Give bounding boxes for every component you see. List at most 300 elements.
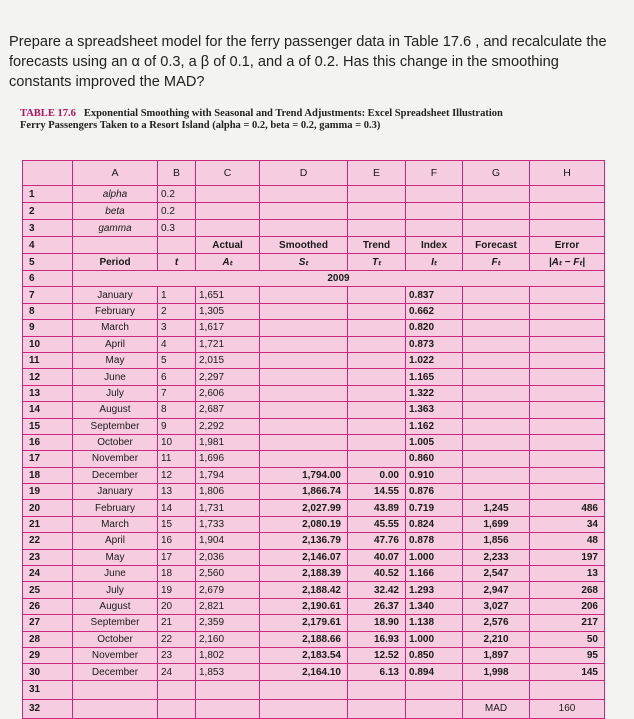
smoothed-cell[interactable] bbox=[260, 303, 348, 319]
cell[interactable] bbox=[348, 186, 406, 203]
row-number[interactable]: 31 bbox=[23, 680, 73, 699]
t-cell[interactable]: 10 bbox=[158, 434, 196, 450]
forecast-cell[interactable] bbox=[463, 467, 530, 483]
actual-cell[interactable]: 1,651 bbox=[196, 287, 260, 303]
table-row bbox=[23, 598, 605, 614]
cell[interactable] bbox=[196, 220, 260, 237]
forecast-cell[interactable] bbox=[463, 484, 530, 500]
period-cell[interactable]: December bbox=[73, 664, 158, 680]
period-cell[interactable]: June bbox=[73, 566, 158, 582]
smoothed-cell[interactable] bbox=[260, 320, 348, 336]
header-symbol[interactable]: Iₜ bbox=[406, 254, 463, 271]
smoothed-cell[interactable]: 2,164.10 bbox=[260, 664, 348, 680]
index-cell[interactable]: 0.894 bbox=[406, 664, 463, 680]
table-row bbox=[23, 549, 605, 565]
period-cell[interactable]: February bbox=[73, 500, 158, 516]
actual-cell[interactable]: 1,904 bbox=[196, 533, 260, 549]
index-cell[interactable]: 1.022 bbox=[406, 352, 463, 368]
smoothed-cell[interactable] bbox=[260, 287, 348, 303]
row-number[interactable]: 28 bbox=[23, 631, 73, 647]
column-header[interactable]: D bbox=[260, 161, 348, 186]
row-number[interactable]: 15 bbox=[23, 418, 73, 434]
smoothed-cell[interactable] bbox=[260, 434, 348, 450]
header-symbol[interactable]: Aₜ bbox=[196, 254, 260, 271]
cell[interactable] bbox=[196, 186, 260, 203]
header-t[interactable]: t bbox=[158, 254, 196, 271]
cell[interactable] bbox=[73, 237, 158, 254]
row-number[interactable]: 23 bbox=[23, 549, 73, 565]
t-cell[interactable] bbox=[158, 699, 196, 718]
actual-cell[interactable]: 1,853 bbox=[196, 664, 260, 680]
cell[interactable] bbox=[530, 220, 605, 237]
forecast-cell[interactable] bbox=[463, 303, 530, 319]
forecast-cell[interactable]: 1,245 bbox=[463, 500, 530, 516]
smoothed-cell[interactable]: 2,188.66 bbox=[260, 631, 348, 647]
error-cell[interactable]: 160 bbox=[530, 699, 605, 718]
error-cell[interactable] bbox=[530, 418, 605, 434]
forecast-cell[interactable]: 2,547 bbox=[463, 566, 530, 582]
trend-cell[interactable] bbox=[348, 287, 406, 303]
period-cell[interactable]: July bbox=[73, 582, 158, 598]
trend-cell[interactable] bbox=[348, 303, 406, 319]
index-cell[interactable]: 0.850 bbox=[406, 647, 463, 663]
row-number[interactable]: 11 bbox=[23, 352, 73, 368]
error-cell[interactable]: 268 bbox=[530, 582, 605, 598]
forecast-cell[interactable]: 1,856 bbox=[463, 533, 530, 549]
trend-cell[interactable]: 40.52 bbox=[348, 566, 406, 582]
forecast-cell[interactable] bbox=[463, 336, 530, 352]
t-cell[interactable]: 21 bbox=[158, 615, 196, 631]
column-header[interactable]: E bbox=[348, 161, 406, 186]
error-cell[interactable]: 197 bbox=[530, 549, 605, 565]
period-cell[interactable]: October bbox=[73, 434, 158, 450]
row-number[interactable]: 20 bbox=[23, 500, 73, 516]
t-cell[interactable] bbox=[158, 680, 196, 699]
error-cell[interactable] bbox=[530, 680, 605, 699]
table-row bbox=[23, 631, 605, 647]
row-number[interactable]: 26 bbox=[23, 598, 73, 614]
cell[interactable] bbox=[260, 220, 348, 237]
trend-cell[interactable] bbox=[348, 336, 406, 352]
param-name[interactable]: alpha bbox=[73, 186, 158, 203]
actual-cell[interactable]: 2,359 bbox=[196, 615, 260, 631]
index-cell[interactable]: 1.165 bbox=[406, 369, 463, 385]
index-cell[interactable]: 1.363 bbox=[406, 402, 463, 418]
t-cell[interactable]: 24 bbox=[158, 664, 196, 680]
cell[interactable] bbox=[260, 186, 348, 203]
forecast-cell[interactable] bbox=[463, 402, 530, 418]
actual-cell[interactable]: 2,297 bbox=[196, 369, 260, 385]
error-cell[interactable]: 48 bbox=[530, 533, 605, 549]
period-cell[interactable]: January bbox=[73, 287, 158, 303]
row-number[interactable]: 5 bbox=[23, 254, 73, 271]
error-cell[interactable]: 13 bbox=[530, 566, 605, 582]
period-cell[interactable]: March bbox=[73, 516, 158, 532]
period-cell[interactable]: April bbox=[73, 533, 158, 549]
cell[interactable] bbox=[463, 203, 530, 220]
actual-cell[interactable]: 1,802 bbox=[196, 647, 260, 663]
t-cell[interactable]: 9 bbox=[158, 418, 196, 434]
trend-cell[interactable]: 14.55 bbox=[348, 484, 406, 500]
header-symbol[interactable]: Fₜ bbox=[463, 254, 530, 271]
t-cell[interactable]: 12 bbox=[158, 467, 196, 483]
header-error[interactable]: Error bbox=[530, 237, 605, 254]
error-cell[interactable] bbox=[530, 320, 605, 336]
actual-cell[interactable]: 1,981 bbox=[196, 434, 260, 450]
index-cell[interactable]: 0.873 bbox=[406, 336, 463, 352]
trend-cell[interactable]: 26.37 bbox=[348, 598, 406, 614]
row-number[interactable]: 17 bbox=[23, 451, 73, 467]
actual-cell[interactable]: 2,679 bbox=[196, 582, 260, 598]
smoothed-cell[interactable] bbox=[260, 385, 348, 401]
index-cell[interactable]: 1.293 bbox=[406, 582, 463, 598]
param-value[interactable]: 0.2 bbox=[158, 203, 196, 220]
t-cell[interactable]: 22 bbox=[158, 631, 196, 647]
trend-cell[interactable] bbox=[348, 680, 406, 699]
table-row bbox=[23, 287, 605, 303]
smoothed-cell[interactable] bbox=[260, 699, 348, 718]
error-cell[interactable] bbox=[530, 434, 605, 450]
cell[interactable] bbox=[158, 237, 196, 254]
actual-cell[interactable]: 2,687 bbox=[196, 402, 260, 418]
forecast-cell[interactable]: 1,699 bbox=[463, 516, 530, 532]
smoothed-cell[interactable]: 2,190.61 bbox=[260, 598, 348, 614]
index-cell[interactable]: 0.860 bbox=[406, 451, 463, 467]
error-cell[interactable] bbox=[530, 402, 605, 418]
cell[interactable] bbox=[348, 203, 406, 220]
row-number[interactable]: 1 bbox=[23, 186, 73, 203]
smoothed-cell[interactable] bbox=[260, 352, 348, 368]
t-cell[interactable]: 5 bbox=[158, 352, 196, 368]
index-cell[interactable]: 1.000 bbox=[406, 549, 463, 565]
row-number[interactable]: 18 bbox=[23, 467, 73, 483]
trend-cell[interactable]: 45.55 bbox=[348, 516, 406, 532]
row-number[interactable]: 4 bbox=[23, 237, 73, 254]
period-cell[interactable]: February bbox=[73, 303, 158, 319]
forecast-cell[interactable]: MAD bbox=[463, 699, 530, 718]
trend-cell[interactable] bbox=[348, 402, 406, 418]
index-cell[interactable] bbox=[406, 680, 463, 699]
smoothed-cell[interactable]: 2,188.42 bbox=[260, 582, 348, 598]
forecast-cell[interactable]: 3,027 bbox=[463, 598, 530, 614]
param-name[interactable]: gamma bbox=[73, 220, 158, 237]
param-name[interactable]: beta bbox=[73, 203, 158, 220]
period-cell[interactable]: May bbox=[73, 352, 158, 368]
period-cell[interactable]: August bbox=[73, 598, 158, 614]
cell[interactable] bbox=[530, 186, 605, 203]
period-cell[interactable]: November bbox=[73, 451, 158, 467]
period-cell[interactable]: March bbox=[73, 320, 158, 336]
trend-cell[interactable]: 40.07 bbox=[348, 549, 406, 565]
header-row-5 bbox=[23, 254, 605, 271]
forecast-cell[interactable]: 2,576 bbox=[463, 615, 530, 631]
actual-cell[interactable]: 2,606 bbox=[196, 385, 260, 401]
t-cell[interactable]: 14 bbox=[158, 500, 196, 516]
cell[interactable] bbox=[260, 203, 348, 220]
error-cell[interactable] bbox=[530, 287, 605, 303]
cell[interactable] bbox=[406, 220, 463, 237]
t-cell[interactable]: 20 bbox=[158, 598, 196, 614]
spreadsheet bbox=[22, 160, 605, 719]
actual-cell[interactable]: 1,696 bbox=[196, 451, 260, 467]
t-cell[interactable]: 15 bbox=[158, 516, 196, 532]
smoothed-cell[interactable] bbox=[260, 680, 348, 699]
header-forecast[interactable]: Forecast bbox=[463, 237, 530, 254]
row-number[interactable]: 6 bbox=[23, 271, 73, 287]
row-number[interactable]: 19 bbox=[23, 484, 73, 500]
actual-cell[interactable]: 1,733 bbox=[196, 516, 260, 532]
period-cell[interactable]: September bbox=[73, 615, 158, 631]
year-label[interactable]: 2009 bbox=[73, 271, 605, 287]
trend-cell[interactable]: 47.76 bbox=[348, 533, 406, 549]
row-number[interactable]: 27 bbox=[23, 615, 73, 631]
header-symbol[interactable]: |Aₜ − Fₜ| bbox=[530, 254, 605, 271]
index-cell[interactable]: 1.322 bbox=[406, 385, 463, 401]
cell[interactable] bbox=[348, 220, 406, 237]
cell[interactable] bbox=[406, 203, 463, 220]
row-number[interactable]: 29 bbox=[23, 647, 73, 663]
forecast-cell[interactable] bbox=[463, 320, 530, 336]
forecast-cell[interactable] bbox=[463, 418, 530, 434]
row-number[interactable]: 30 bbox=[23, 664, 73, 680]
error-cell[interactable] bbox=[530, 451, 605, 467]
forecast-cell[interactable]: 1,897 bbox=[463, 647, 530, 663]
actual-cell[interactable]: 2,015 bbox=[196, 352, 260, 368]
actual-cell[interactable]: 2,292 bbox=[196, 418, 260, 434]
smoothed-cell[interactable]: 2,183.54 bbox=[260, 647, 348, 663]
index-cell[interactable]: 0.662 bbox=[406, 303, 463, 319]
row-number[interactable]: 12 bbox=[23, 369, 73, 385]
forecast-cell[interactable]: 2,947 bbox=[463, 582, 530, 598]
t-cell[interactable]: 7 bbox=[158, 385, 196, 401]
trend-cell[interactable]: 43.89 bbox=[348, 500, 406, 516]
trend-cell[interactable] bbox=[348, 418, 406, 434]
trend-cell[interactable] bbox=[348, 451, 406, 467]
forecast-cell[interactable] bbox=[463, 369, 530, 385]
table-row bbox=[23, 664, 605, 680]
error-cell[interactable]: 34 bbox=[530, 516, 605, 532]
t-cell[interactable]: 16 bbox=[158, 533, 196, 549]
row-number[interactable]: 24 bbox=[23, 566, 73, 582]
smoothed-cell[interactable] bbox=[260, 418, 348, 434]
trend-cell[interactable] bbox=[348, 699, 406, 718]
error-cell[interactable]: 145 bbox=[530, 664, 605, 680]
cell[interactable] bbox=[530, 203, 605, 220]
table-title bbox=[20, 108, 503, 132]
error-cell[interactable] bbox=[530, 352, 605, 368]
period-cell[interactable]: October bbox=[73, 631, 158, 647]
actual-cell[interactable] bbox=[196, 680, 260, 699]
trend-cell[interactable]: 0.00 bbox=[348, 467, 406, 483]
forecast-cell[interactable]: 2,210 bbox=[463, 631, 530, 647]
trend-cell[interactable]: 12.52 bbox=[348, 647, 406, 663]
trend-cell[interactable] bbox=[348, 434, 406, 450]
error-cell[interactable] bbox=[530, 336, 605, 352]
error-cell[interactable]: 95 bbox=[530, 647, 605, 663]
header-symbol[interactable]: Tₜ bbox=[348, 254, 406, 271]
actual-cell[interactable] bbox=[196, 699, 260, 718]
header-period[interactable]: Period bbox=[73, 254, 158, 271]
index-cell[interactable]: 1.166 bbox=[406, 566, 463, 582]
t-cell[interactable]: 11 bbox=[158, 451, 196, 467]
forecast-cell[interactable] bbox=[463, 680, 530, 699]
actual-cell[interactable]: 2,160 bbox=[196, 631, 260, 647]
row-number[interactable]: 3 bbox=[23, 220, 73, 237]
period-cell[interactable] bbox=[73, 699, 158, 718]
forecast-cell[interactable] bbox=[463, 352, 530, 368]
period-cell[interactable] bbox=[73, 680, 158, 699]
trend-cell[interactable]: 6.13 bbox=[348, 664, 406, 680]
t-cell[interactable]: 4 bbox=[158, 336, 196, 352]
row-number[interactable]: 2 bbox=[23, 203, 73, 220]
smoothed-cell[interactable]: 2,179.61 bbox=[260, 615, 348, 631]
row-number[interactable]: 21 bbox=[23, 516, 73, 532]
header-row-4 bbox=[23, 237, 605, 254]
error-cell[interactable]: 206 bbox=[530, 598, 605, 614]
forecast-cell[interactable] bbox=[463, 385, 530, 401]
index-cell[interactable]: 0.910 bbox=[406, 467, 463, 483]
period-cell[interactable]: November bbox=[73, 647, 158, 663]
row-number[interactable]: 8 bbox=[23, 303, 73, 319]
error-cell[interactable] bbox=[530, 369, 605, 385]
actual-cell[interactable]: 2,821 bbox=[196, 598, 260, 614]
index-cell[interactable]: 1.340 bbox=[406, 598, 463, 614]
forecast-cell[interactable] bbox=[463, 434, 530, 450]
index-cell[interactable]: 0.837 bbox=[406, 287, 463, 303]
period-cell[interactable]: September bbox=[73, 418, 158, 434]
actual-cell[interactable]: 2,036 bbox=[196, 549, 260, 565]
actual-cell[interactable]: 1,794 bbox=[196, 467, 260, 483]
smoothed-cell[interactable]: 2,136.79 bbox=[260, 533, 348, 549]
trend-cell[interactable]: 18.90 bbox=[348, 615, 406, 631]
table-row bbox=[23, 336, 605, 352]
header-index[interactable]: Index bbox=[406, 237, 463, 254]
column-header[interactable]: B bbox=[158, 161, 196, 186]
t-cell[interactable]: 13 bbox=[158, 484, 196, 500]
period-cell[interactable]: June bbox=[73, 369, 158, 385]
period-cell[interactable]: January bbox=[73, 484, 158, 500]
t-cell[interactable]: 19 bbox=[158, 582, 196, 598]
row-number[interactable]: 22 bbox=[23, 533, 73, 549]
error-cell[interactable]: 486 bbox=[530, 500, 605, 516]
column-header[interactable]: F bbox=[406, 161, 463, 186]
cell[interactable] bbox=[406, 186, 463, 203]
smoothed-cell[interactable]: 1,794.00 bbox=[260, 467, 348, 483]
period-cell[interactable]: August bbox=[73, 402, 158, 418]
t-cell[interactable]: 8 bbox=[158, 402, 196, 418]
header-smoothed[interactable]: Smoothed bbox=[260, 237, 348, 254]
actual-cell[interactable]: 2,560 bbox=[196, 566, 260, 582]
error-cell[interactable] bbox=[530, 484, 605, 500]
forecast-cell[interactable] bbox=[463, 451, 530, 467]
row-number[interactable]: 25 bbox=[23, 582, 73, 598]
forecast-cell[interactable] bbox=[463, 287, 530, 303]
smoothed-cell[interactable]: 2,146.07 bbox=[260, 549, 348, 565]
actual-cell[interactable]: 1,617 bbox=[196, 320, 260, 336]
cell[interactable] bbox=[196, 203, 260, 220]
error-cell[interactable] bbox=[530, 385, 605, 401]
param-value[interactable]: 0.3 bbox=[158, 220, 196, 237]
cell[interactable] bbox=[463, 186, 530, 203]
smoothed-cell[interactable] bbox=[260, 369, 348, 385]
row-number[interactable]: 7 bbox=[23, 287, 73, 303]
smoothed-cell[interactable] bbox=[260, 402, 348, 418]
t-cell[interactable]: 23 bbox=[158, 647, 196, 663]
forecast-cell[interactable]: 2,233 bbox=[463, 549, 530, 565]
smoothed-cell[interactable]: 2,188.39 bbox=[260, 566, 348, 582]
index-cell[interactable] bbox=[406, 699, 463, 718]
column-header[interactable]: H bbox=[530, 161, 605, 186]
column-header[interactable]: C bbox=[196, 161, 260, 186]
forecast-cell[interactable]: 1,998 bbox=[463, 664, 530, 680]
cell[interactable] bbox=[463, 220, 530, 237]
index-cell[interactable]: 1.000 bbox=[406, 631, 463, 647]
column-header[interactable]: G bbox=[463, 161, 530, 186]
index-cell[interactable]: 0.719 bbox=[406, 500, 463, 516]
t-cell[interactable]: 17 bbox=[158, 549, 196, 565]
trend-cell[interactable]: 32.42 bbox=[348, 582, 406, 598]
period-cell[interactable]: December bbox=[73, 467, 158, 483]
param-row bbox=[23, 220, 605, 237]
smoothed-cell[interactable]: 2,080.19 bbox=[260, 516, 348, 532]
error-cell[interactable] bbox=[530, 303, 605, 319]
row-number[interactable]: 14 bbox=[23, 402, 73, 418]
index-cell[interactable]: 1.005 bbox=[406, 434, 463, 450]
t-cell[interactable]: 1 bbox=[158, 287, 196, 303]
index-cell[interactable]: 0.878 bbox=[406, 533, 463, 549]
actual-cell[interactable]: 1,721 bbox=[196, 336, 260, 352]
error-cell[interactable]: 217 bbox=[530, 615, 605, 631]
index-cell[interactable]: 1.162 bbox=[406, 418, 463, 434]
row-number[interactable]: 16 bbox=[23, 434, 73, 450]
actual-cell[interactable]: 1,731 bbox=[196, 500, 260, 516]
header-actual[interactable]: Actual bbox=[196, 237, 260, 254]
smoothed-cell[interactable]: 2,027.99 bbox=[260, 500, 348, 516]
period-cell[interactable]: May bbox=[73, 549, 158, 565]
column-header[interactable]: A bbox=[73, 161, 158, 186]
t-cell[interactable]: 3 bbox=[158, 320, 196, 336]
error-cell[interactable]: 50 bbox=[530, 631, 605, 647]
index-cell[interactable]: 1.138 bbox=[406, 615, 463, 631]
smoothed-cell[interactable] bbox=[260, 336, 348, 352]
index-cell[interactable]: 0.824 bbox=[406, 516, 463, 532]
actual-cell[interactable]: 1,806 bbox=[196, 484, 260, 500]
row-number[interactable]: 9 bbox=[23, 320, 73, 336]
actual-cell[interactable]: 1,305 bbox=[196, 303, 260, 319]
period-cell[interactable]: April bbox=[73, 336, 158, 352]
trend-cell[interactable] bbox=[348, 385, 406, 401]
trend-cell[interactable] bbox=[348, 320, 406, 336]
trend-cell[interactable] bbox=[348, 352, 406, 368]
smoothed-cell[interactable] bbox=[260, 451, 348, 467]
t-cell[interactable]: 18 bbox=[158, 566, 196, 582]
row-number[interactable]: 32 bbox=[23, 699, 73, 718]
smoothed-cell[interactable]: 1,866.74 bbox=[260, 484, 348, 500]
trend-cell[interactable] bbox=[348, 369, 406, 385]
period-cell[interactable]: July bbox=[73, 385, 158, 401]
index-cell[interactable]: 0.876 bbox=[406, 484, 463, 500]
t-cell[interactable]: 6 bbox=[158, 369, 196, 385]
t-cell[interactable]: 2 bbox=[158, 303, 196, 319]
header-symbol[interactable]: Sₜ bbox=[260, 254, 348, 271]
index-cell[interactable]: 0.820 bbox=[406, 320, 463, 336]
row-number[interactable]: 10 bbox=[23, 336, 73, 352]
trend-cell[interactable]: 16.93 bbox=[348, 631, 406, 647]
param-value[interactable]: 0.2 bbox=[158, 186, 196, 203]
error-cell[interactable] bbox=[530, 467, 605, 483]
row-number[interactable]: 13 bbox=[23, 385, 73, 401]
header-trend[interactable]: Trend bbox=[348, 237, 406, 254]
